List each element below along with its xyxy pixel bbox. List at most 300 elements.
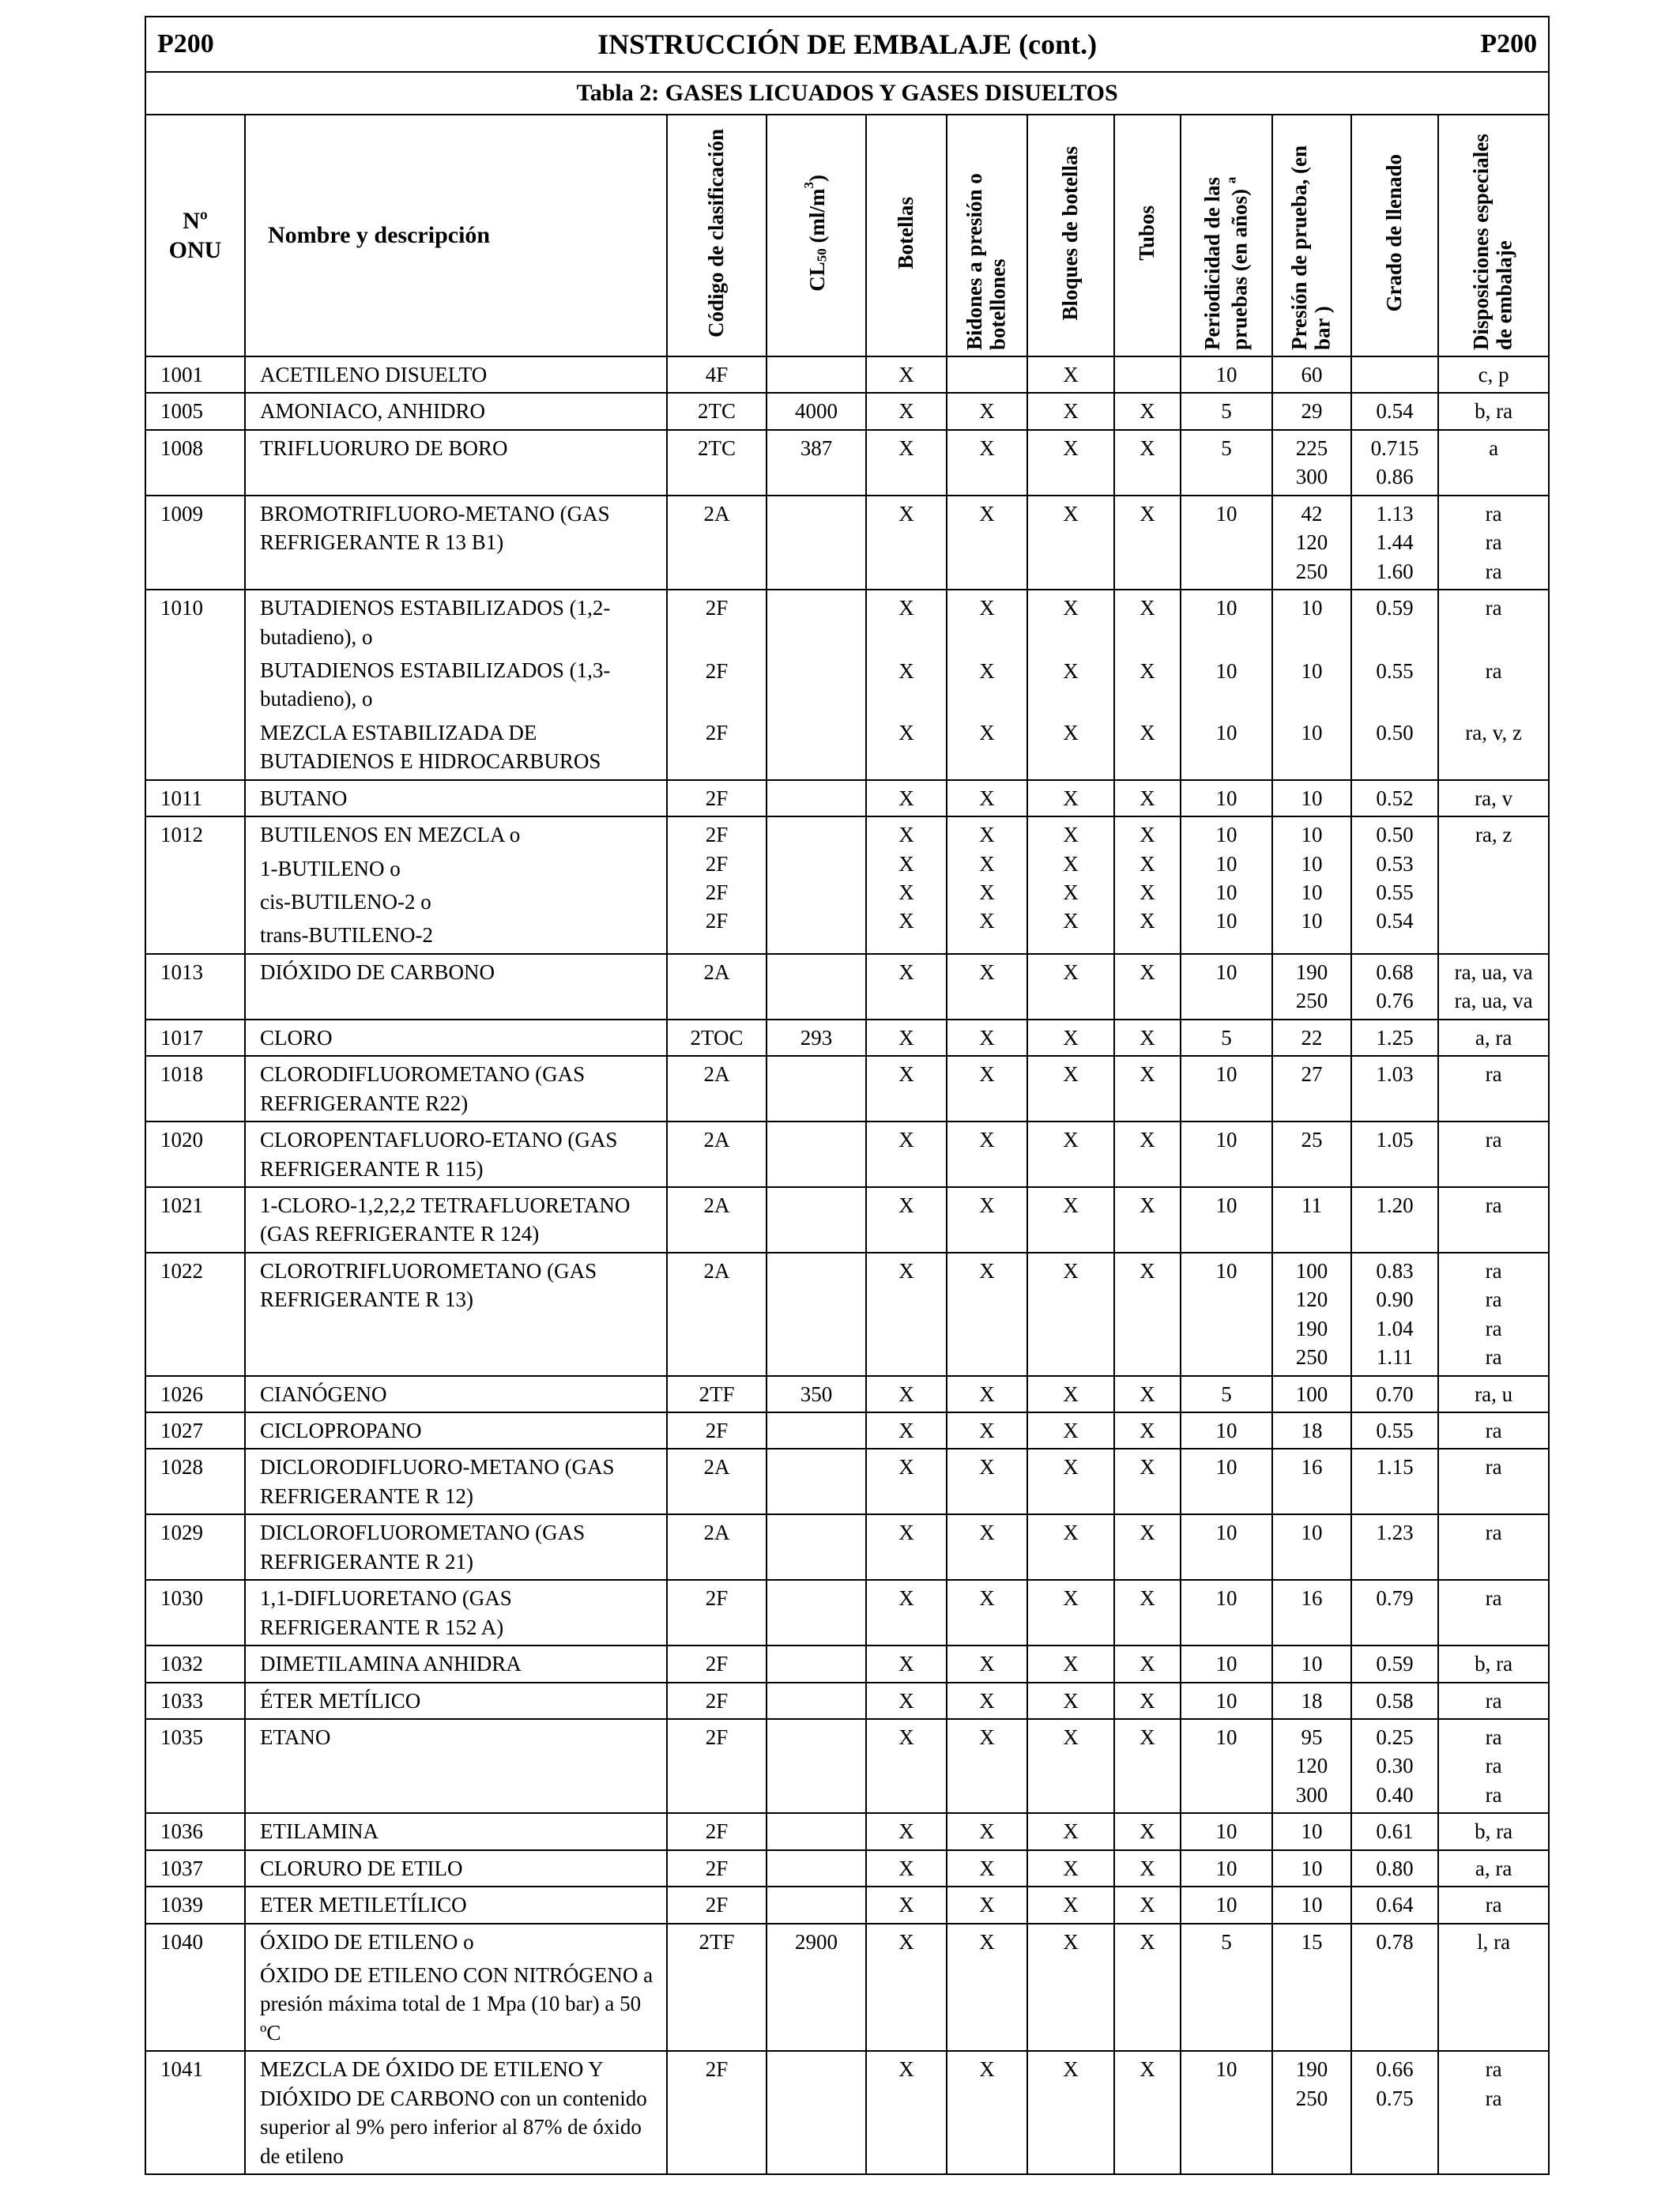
table-row (145, 1887, 1549, 1923)
cell-value: 5 (1221, 1025, 1232, 1050)
cell-value: X (898, 851, 914, 876)
class-code-cell (667, 1449, 767, 1514)
cell-value: X (979, 1819, 995, 1844)
cell-value: 2A (703, 501, 730, 526)
tub-cell (1114, 1187, 1181, 1253)
cl50-cell (767, 1887, 866, 1923)
cell-value: 10 (1215, 1128, 1237, 1152)
cell-value: 0.70 (1376, 1382, 1414, 1406)
cell-value: X (979, 1893, 995, 1917)
disp-cell (1438, 1122, 1549, 1187)
name-cell (245, 780, 667, 816)
cell-value: X (979, 1419, 995, 1442)
cell-value: 1.44 (1376, 530, 1414, 555)
cell-value (1439, 850, 1548, 878)
grado-cell (1351, 2051, 1438, 2174)
column-header-row (145, 115, 1549, 356)
bid-cell (947, 1580, 1027, 1646)
cell-value: 2TF (699, 1382, 735, 1406)
disp-cell (1438, 1719, 1549, 1813)
name-cell (245, 2051, 667, 2174)
cell-value: 10 (1301, 851, 1323, 876)
cell-value: X (1139, 1455, 1155, 1480)
cell-value: 1.05 (1376, 1128, 1414, 1152)
cell-value: X (1139, 1025, 1155, 1050)
pres-cell (1272, 1514, 1351, 1580)
table-row (145, 1850, 1549, 1887)
cell-value: X (898, 1688, 914, 1713)
cell-value: 2F (705, 1586, 729, 1611)
table-row (145, 1924, 1549, 2052)
cell-value: 0.90 (1376, 1287, 1414, 1312)
packing-instruction-table (145, 16, 1550, 2175)
pres-cell (1272, 1580, 1351, 1646)
cell-value: X (898, 1521, 914, 1545)
per-cell (1181, 1412, 1272, 1449)
cell-value: X (898, 435, 914, 460)
cell-value: 10 (1301, 1819, 1323, 1844)
cell-value (1439, 907, 1548, 935)
tub-cell (1114, 1850, 1181, 1887)
substance-name: BROMOTRIFLUORO-METANO (GAS REFRIGERANTE R 13 B1) (260, 501, 610, 555)
cell-value: X (898, 501, 914, 526)
disp-cell (1438, 1187, 1549, 1253)
cell-value: X (1063, 1128, 1079, 1152)
cell-value: 4F (705, 363, 729, 386)
cell-value: 2F (705, 851, 729, 876)
cell-value: 2A (703, 1521, 730, 1545)
cell-value: 0.53 (1376, 851, 1414, 876)
grado-cell (1351, 816, 1438, 954)
bid-cell (947, 954, 1027, 1020)
blo-cell (1027, 1719, 1114, 1813)
cell-value: 10 (1215, 1258, 1237, 1283)
blo-cell (1027, 356, 1114, 393)
bot-cell (866, 1719, 947, 1813)
cell-value: X (1063, 1652, 1079, 1676)
cell-value: X (979, 1062, 995, 1087)
tub-cell (1114, 1719, 1181, 1813)
bid-cell (947, 1122, 1027, 1187)
bot-cell (866, 356, 947, 393)
cell-value: 0.55 (1376, 1419, 1414, 1442)
cell-value: X (979, 880, 995, 904)
name-cell (245, 1813, 667, 1849)
pres-cell (1272, 780, 1351, 816)
col-header-disposiciones: Disposiciones especiales de embalaje (1438, 115, 1549, 356)
cell-value: 10 (1301, 720, 1323, 745)
un-number-cell: 1013 (145, 954, 245, 1020)
tub-cell (1114, 1122, 1181, 1187)
cell-value: X (1139, 2057, 1155, 2082)
cell-value: 0.59 (1376, 596, 1414, 620)
bid-cell (947, 1646, 1027, 1682)
per-cell (1181, 1253, 1272, 1376)
cell-value: 0.83 (1376, 1258, 1414, 1283)
cl50-cell (767, 1056, 866, 1122)
class-code-cell (667, 1020, 767, 1056)
cell-value: X (1139, 1893, 1155, 1917)
grado-cell (1351, 1122, 1438, 1187)
cell-value: 2TC (697, 399, 736, 424)
class-code-cell (667, 1646, 767, 1682)
cell-value: 0.66 (1376, 2057, 1414, 2082)
cell-value: X (898, 959, 914, 984)
cell-value: X (898, 658, 914, 683)
name-cell (245, 1056, 667, 1122)
cell-value: 1.13 (1376, 501, 1414, 526)
cell-value: X (898, 1128, 914, 1152)
bid-cell (947, 496, 1027, 590)
class-code-cell (667, 1122, 767, 1187)
cell-value: X (1139, 851, 1155, 876)
per-cell (1181, 356, 1272, 393)
col-header-botellas: Botellas (866, 115, 947, 356)
cell-value: ra, u (1475, 1382, 1513, 1406)
un-number-cell: 1021 (145, 1187, 245, 1253)
cell-value: X (898, 1893, 914, 1917)
disp-cell (1438, 1056, 1549, 1122)
cell-value: 16 (1301, 1455, 1323, 1480)
cell-value: 2F (705, 2057, 729, 2082)
un-number-cell: 1022 (145, 1253, 245, 1376)
cell-value: 18 (1301, 1688, 1323, 1713)
bid-cell (947, 1887, 1027, 1923)
cell-value: X (1139, 720, 1155, 745)
col-header-class-code: Código de clasificación (667, 115, 767, 356)
cell-value: 15 (1301, 1929, 1323, 1954)
class-code-cell (667, 1514, 767, 1580)
table-row (145, 393, 1549, 429)
grado-cell (1351, 1020, 1438, 1056)
cell-value: X (1139, 596, 1155, 620)
bot-cell (866, 1514, 947, 1580)
class-code-cell (667, 954, 767, 1020)
cell-value: 1.15 (1376, 1455, 1414, 1480)
cell-value: X (1139, 909, 1155, 933)
disp-cell (1438, 393, 1549, 429)
cl50-cell (767, 1719, 866, 1813)
name-cell (245, 1449, 667, 1514)
per-cell (1181, 1514, 1272, 1580)
bid-cell (947, 2051, 1027, 2174)
cell-value: 2A (703, 959, 730, 984)
bid-cell (947, 1850, 1027, 1887)
col-header-presion: Presión de prueba, (en bar ) (1272, 115, 1351, 356)
substance-name: CLORO (260, 1025, 333, 1050)
substance-name: CICLOPROPANO (260, 1419, 422, 1442)
pres-cell (1272, 356, 1351, 393)
name-cell (245, 954, 667, 1020)
cell-value: 0.55 (1376, 880, 1414, 904)
pres-cell (1272, 496, 1351, 590)
class-code-cell (667, 1187, 767, 1253)
cl50-cell (767, 1580, 866, 1646)
un-number-cell: 1035 (145, 1719, 245, 1813)
per-cell (1181, 1887, 1272, 1923)
blo-cell (1027, 1187, 1114, 1253)
cell-value: X (898, 1025, 914, 1050)
tub-cell (1114, 1683, 1181, 1719)
class-code-cell (667, 1850, 767, 1887)
name-cell (245, 1646, 667, 1682)
cell-value: X (1063, 909, 1079, 933)
class-code-cell (667, 1056, 767, 1122)
cell-value: X (1063, 658, 1079, 683)
table-row (145, 780, 1549, 816)
cell-value: X (1139, 1382, 1155, 1406)
disp-cell (1438, 1887, 1549, 1923)
name-cell (245, 430, 667, 496)
cell-value: ra, v (1475, 786, 1513, 810)
per-cell (1181, 1580, 1272, 1646)
class-code-cell (667, 1813, 767, 1849)
tub-cell (1114, 356, 1181, 393)
cell-value: X (1063, 1455, 1079, 1480)
table-row (145, 1719, 1549, 1813)
cell-value: X (979, 658, 995, 683)
cell-value: 100 (1295, 1382, 1328, 1406)
cell-value: X (979, 720, 995, 745)
grado-cell (1351, 1924, 1438, 2052)
blo-cell (1027, 2051, 1114, 2174)
bot-cell (866, 496, 947, 590)
table-subtitle: Tabla 2: GASES LICUADOS Y GASES DISUELTOS (145, 72, 1549, 115)
cell-value: X (1063, 1725, 1079, 1749)
cell-value: 250 (1295, 989, 1328, 1013)
name-cell (245, 1412, 667, 1449)
cell-value: ra (1485, 1419, 1502, 1442)
cell-value: 29 (1301, 399, 1323, 424)
cell-value: X (1063, 363, 1079, 386)
cell-value: 10 (1215, 1652, 1237, 1676)
cell-value: 2A (703, 1455, 730, 1480)
col-header-periodicidad: Periodicidad de las pruebas (en años) $^a$ (1181, 115, 1272, 356)
substance-name: trans-BUTILENO-2 (260, 923, 433, 948)
cell-value: 190 (1295, 959, 1328, 984)
cell-value: X (1063, 1521, 1079, 1545)
grado-cell (1351, 1412, 1438, 1449)
bid-cell (947, 1412, 1027, 1449)
substance-name: CLORODIFLUOROMETANO (GAS REFRIGERANTE R22) (260, 1062, 586, 1115)
per-cell (1181, 1122, 1272, 1187)
cl50-cell (767, 1514, 866, 1580)
cell-value: X (979, 1455, 995, 1480)
cell-value: X (898, 1258, 914, 1283)
pres-cell (1272, 1122, 1351, 1187)
bot-cell (866, 2051, 947, 2174)
table-row (145, 1813, 1549, 1849)
cell-value: X (1139, 1062, 1155, 1087)
tub-cell (1114, 1020, 1181, 1056)
table-row (145, 1514, 1549, 1580)
cell-value: 120 (1295, 1287, 1328, 1312)
tub-cell (1114, 1514, 1181, 1580)
substance-name: ETER METILETÍLICO (260, 1893, 467, 1917)
cell-value: 190 (1295, 1316, 1328, 1340)
cell-value: 10 (1301, 1652, 1323, 1676)
un-number-cell: 1005 (145, 393, 245, 429)
cell-value: 0.25 (1376, 1725, 1414, 1749)
un-number-cell: 1028 (145, 1449, 245, 1514)
class-code-cell (667, 356, 767, 393)
cell-value: 2F (705, 720, 729, 745)
cell-value: 2F (705, 658, 729, 683)
bot-cell (866, 1187, 947, 1253)
page-title: INSTRUCCIÓN DE EMBALAJE (cont.) (597, 28, 1098, 60)
name-cell (245, 1187, 667, 1253)
tub-cell (1114, 393, 1181, 429)
cell-value: ra, v, z (1465, 720, 1522, 745)
cell-value: X (979, 823, 995, 847)
blo-cell (1027, 1924, 1114, 2052)
substance-name: CLORURO DE ETILO (260, 1856, 463, 1880)
name-cell (245, 1719, 667, 1813)
table-row (145, 1187, 1549, 1253)
cell-value: 225 (1295, 435, 1328, 460)
cell-value: l, ra (1477, 1929, 1511, 1954)
class-code-cell (667, 393, 767, 429)
cell-value: 10 (1301, 786, 1323, 810)
document-page (145, 16, 1548, 2175)
cl50-cell (767, 1813, 866, 1849)
cell-value: X (1063, 1929, 1079, 1954)
cell-value: ra (1485, 1754, 1502, 1778)
cell-value: 11 (1301, 1193, 1322, 1217)
cell-value: 10 (1215, 786, 1237, 810)
substance-name: BUTILENOS EN MEZCLA o (260, 823, 521, 847)
cell-value: b, ra (1475, 399, 1513, 424)
cell-value: X (1139, 1688, 1155, 1713)
cell-value: 10 (1215, 880, 1237, 904)
cell-value: 250 (1295, 559, 1328, 583)
cell-value: X (1139, 1193, 1155, 1217)
un-number-cell: 1036 (145, 1813, 245, 1849)
table-row (145, 1580, 1549, 1646)
cell-value: ra (1485, 1193, 1502, 1217)
cell-value: ra (1485, 658, 1502, 683)
cell-value: ra, ua, va (1454, 989, 1533, 1013)
cell-value: ra (1485, 1287, 1502, 1312)
pres-cell (1272, 2051, 1351, 2174)
cell-value: X (1063, 880, 1079, 904)
tub-cell (1114, 954, 1181, 1020)
pres-cell (1272, 1020, 1351, 1056)
cell-value: 0.68 (1376, 959, 1414, 984)
substance-name: BUTADIENOS ESTABILIZADOS (1,3-butadieno), o (260, 658, 611, 711)
cell-value: 0.86 (1376, 465, 1414, 489)
pres-cell (1272, 1719, 1351, 1813)
grado-cell (1351, 1683, 1438, 1719)
cell-value: ra (1485, 1725, 1502, 1749)
blo-cell (1027, 430, 1114, 496)
disp-cell (1438, 1850, 1549, 1887)
un-number-cell: 1032 (145, 1646, 245, 1682)
grado-cell (1351, 1646, 1438, 1682)
bid-cell (947, 430, 1027, 496)
cell-value: 0.50 (1376, 720, 1414, 745)
cell-value: ra (1485, 1782, 1502, 1807)
cell-value: X (1063, 1025, 1079, 1050)
cell-value: 10 (1215, 1521, 1237, 1545)
cell-value: 250 (1295, 2086, 1328, 2110)
cell-value: X (1139, 1725, 1155, 1749)
cell-value: X (1139, 1128, 1155, 1152)
bot-cell (866, 1683, 947, 1719)
per-cell (1181, 590, 1272, 780)
blo-cell (1027, 1253, 1114, 1376)
grado-cell (1351, 1514, 1438, 1580)
table-row (145, 1449, 1549, 1514)
cl50-cell (767, 496, 866, 590)
pres-cell (1272, 1646, 1351, 1682)
cell-value: X (979, 596, 995, 620)
disp-cell (1438, 1253, 1549, 1376)
cell-value: X (1063, 1819, 1079, 1844)
cell-value: ra (1485, 1455, 1502, 1480)
tub-cell (1114, 1056, 1181, 1122)
blo-cell (1027, 1020, 1114, 1056)
cell-value: 42 (1301, 501, 1323, 526)
cell-value: a (1489, 435, 1499, 460)
cell-value: X (1063, 1586, 1079, 1611)
pres-cell (1272, 1924, 1351, 2052)
grado-cell (1351, 1813, 1438, 1849)
substance-name: DIMETILAMINA ANHIDRA (260, 1652, 522, 1676)
cell-value: X (979, 399, 995, 424)
table-row (145, 356, 1549, 393)
cell-value: 5 (1221, 1929, 1232, 1954)
cell-value: 2F (705, 1652, 729, 1676)
header-row (145, 17, 1549, 72)
bot-cell (866, 1813, 947, 1849)
disp-cell (1438, 1412, 1549, 1449)
cell-value: 250 (1295, 1345, 1328, 1370)
bot-cell (866, 1253, 947, 1376)
name-cell (245, 1122, 667, 1187)
pres-cell (1272, 1887, 1351, 1923)
col-header-grado: Grado de llenado (1351, 115, 1438, 356)
per-cell (1181, 1683, 1272, 1719)
cell-value: 0.78 (1376, 1929, 1414, 1954)
cell-value: 2F (705, 823, 729, 847)
cell-value (947, 360, 1026, 389)
name-cell (245, 1887, 667, 1923)
cell-value: X (1063, 959, 1079, 984)
grado-cell (1351, 1580, 1438, 1646)
blo-cell (1027, 1376, 1114, 1412)
instruction-code-left: P200 (157, 29, 214, 58)
cell-value: X (979, 1025, 995, 1050)
cell-value: a, ra (1475, 1856, 1512, 1880)
per-cell (1181, 1813, 1272, 1849)
substance-name: BUTADIENOS ESTABILIZADOS (1,2-butadieno), o (260, 596, 611, 649)
grado-cell (1351, 430, 1438, 496)
class-code-cell (667, 2051, 767, 2174)
per-cell (1181, 954, 1272, 1020)
cell-value: 16 (1301, 1586, 1323, 1611)
bid-cell (947, 1253, 1027, 1376)
cell-value: 2F (705, 909, 729, 933)
un-number-cell: 1026 (145, 1376, 245, 1412)
class-code-cell (667, 1719, 767, 1813)
class-code-cell (667, 430, 767, 496)
cell-value: 10 (1215, 959, 1237, 984)
cell-value: X (1063, 1258, 1079, 1283)
cell-value: b, ra (1475, 1652, 1513, 1676)
pres-cell (1272, 1449, 1351, 1514)
cell-value: X (979, 1688, 995, 1713)
